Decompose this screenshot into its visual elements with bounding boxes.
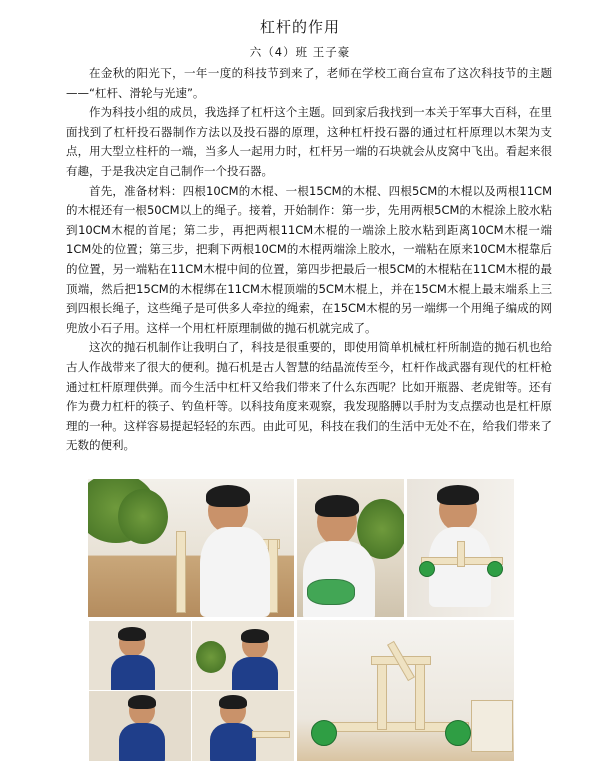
photo-holding-model (407, 479, 514, 617)
photo-finished-catapult (297, 620, 514, 761)
author-byline: 六（4）班 王子豪 (249, 45, 351, 59)
paragraph: 这次的抛石机制作让我明白了，科技是很重要的，即使用简单机械杠杆所制造的抛石机也给古人作战带来了很大的便利。抛石机是古人智慧的结晶流传至今，杠杆作战武器有现代的杠杆枪通过杠杆原理供弹。而今生活中杠杆又给我们带来了什么东西呢？比如开瓶器、老虎钳等。还有作为费力杠杆的筷子、钓鱼杆等。以科技角度来观察，我发现胳膊以手肘为支点摆动也是杠杆原理的一种。这样容易提起轻轻的东西。由此可见，科技在我们的生活中无处不在，给我们带来了无数的便利。 (66, 340, 552, 453)
paragraph: 作为科技小组的成员，我选择了杠杆这个主题。回到家后我找到一本关于军事大百科，在里面找到了杠杆投石器制作方法以及投石器的原理，这种杠杆投石器的通过杠杆原理以木架为支点，用大型立柱杆的一端，当多人一起用力时，杠杆另一端的石块就会从皮窝中飞出。看起来很有趣，于是我决定自己制作一个投石器。 (66, 105, 552, 178)
photo-boy-with-frame (297, 479, 404, 617)
photo-building-frame (88, 479, 294, 617)
paragraph: 在金秋的阳光下，一年一度的科技节到来了，老师在学校工商台宣布了这次科技节的主题——“杠杆、滑轮与光速”。 (66, 66, 552, 100)
essay-body (66, 64, 552, 456)
photo-collage-steps (88, 620, 294, 761)
page-title: 杠杆的作用 (259, 18, 340, 36)
paragraph: 首先，准备材料：四根10CM的木棍、一根15CM的木棍、四根5CM的木棍以及两根11CM的木棍还有一根50CM以上的绳子。接着，开始制作：第一步，先用两根5CM的木棍涂上胶水粘到10CM木棍的首尾；第二步，再把两根11CM木棍的一端涂上胶水粘到距离10CM木棍一端1CM处的位置；第三步，把剩下两根10CM的木棍两端涂上胶水，一端粘在原来10CM木棍靠后的位置，另一端粘在11CM木棍中间的位置，第四步把最后一根5CM的木棍粘在11CM木棍的最顶端，然后把15CM的木棍绑在11CM木棍顶端的5CM木棍上，并在15CM木棍上最末端系上三到四根长绳子，这些绳子是可供多人牵拉的绳索，在15CM木棍的另一端绑一个用绳子编成的网兜放小石子用。这样一个用杠杆原理制做的抛石机就完成了。 (66, 183, 552, 335)
